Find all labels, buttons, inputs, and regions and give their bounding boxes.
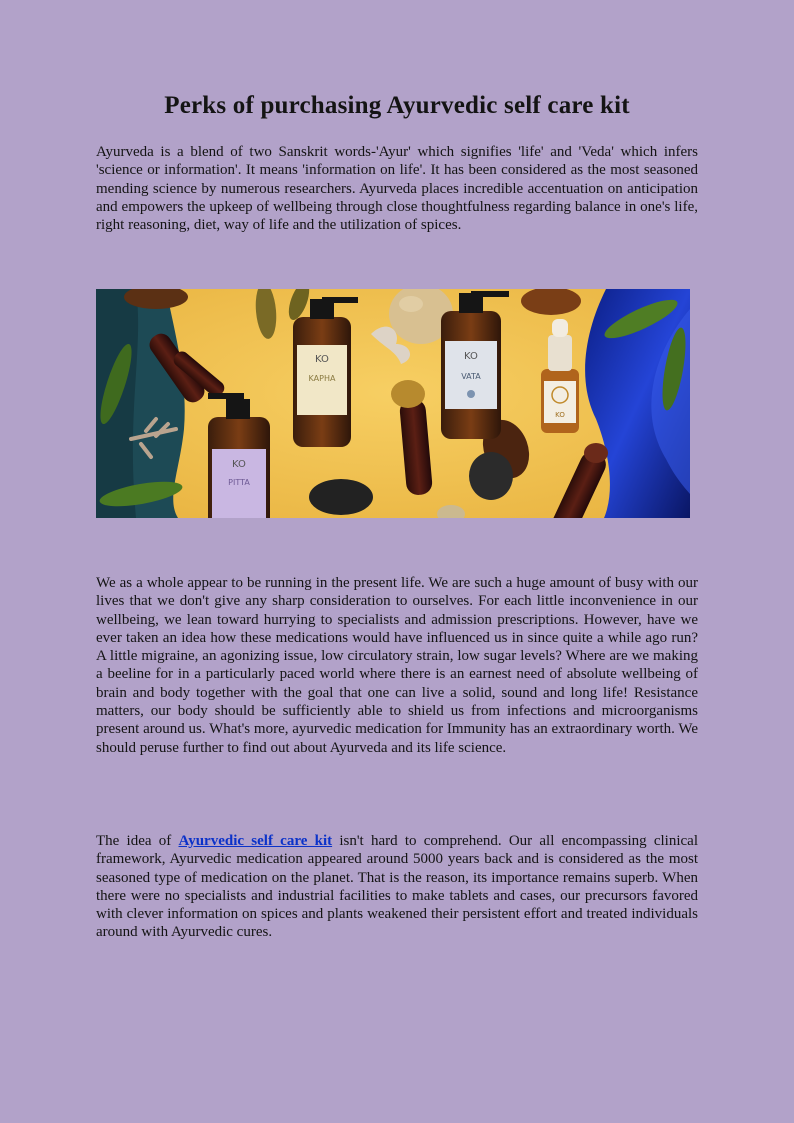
body-paragraph: We as a whole appear to be running in the present life. We are such a huge amount of busy with our lives that we don't give any sharp consideration to ourselves. For each little inconvenience in our wellbeing, we lean toward hurrying to specialists and admission prescriptions. However, have we ever taken an idea how these medications would have influenced us in since quite a while ago run? A little migraine, an agonizing issue, low circulatory strain, low sugar levels? Where are we making a beeline for in a particularly paced world where there is an earnest need of absolute wellbeing of brain and body together with the goal that one can live a solid, sound and long life! Resistance matters, our body should be sufficiently able to shield us from infections and microorganisms present around us. What's more, ayurvedic medication for Immunity has an extraordinary worth. We should peruse further to find out about Ayurveda and its life science. [96, 575, 698, 756]
vata-label: VATA [461, 372, 481, 381]
closing-text-before: The idea of [96, 833, 179, 849]
kapha-brand-label: KO [315, 354, 329, 365]
product-photo [96, 289, 690, 518]
page-title: Perks of purchasing Ayurvedic self care kit [164, 92, 630, 119]
pitta-label: PITTA [228, 478, 250, 487]
vata-brand-label: KO [464, 351, 478, 362]
kapha-label: KAPHA [308, 374, 336, 383]
intro-paragraph: Ayurveda is a blend of two Sanskrit words-'Ayur' which signifies 'life' and 'Veda' which infers 'science or information'. It means 'information on life'. It has been considered as the most seasoned mending science by numerous researchers. Ayurveda places incredible accentuation on anticipation and empowers the upkeep of wellbeing through close thoughtfulness regarding balance in one's life, right reasoning, diet, way of life and the utilization of spices. [96, 144, 698, 234]
closing-paragraph [96, 832, 698, 942]
ayurvedic-kit-link[interactable]: Ayurvedic self care kit [178, 833, 333, 849]
pitta-brand-label: KO [232, 459, 246, 470]
dropper-brand-label: KO [555, 411, 565, 419]
closing-text-after: isn't hard to comprehend. Our all encompassing clinical framework, Ayurvedic medication appeared around 5000 years back and is considered as the most seasoned type of medication on the planet. That is the reason, its importance remains superb. When there were no specialists and industrial facilities to make tablets and cases, our precursors favored with clever information on spices and plants weakened their persistent effort and treated individuals around with Ayurvedic cures. [96, 833, 698, 941]
